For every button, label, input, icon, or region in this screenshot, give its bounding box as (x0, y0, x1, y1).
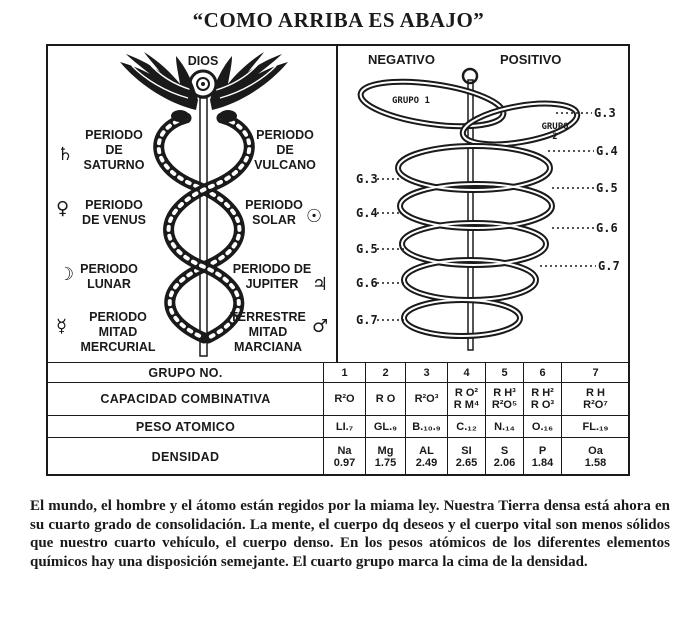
period-saturno-label: PERIODO DE SATURNO (83, 128, 145, 172)
table-cell: AL 2.49 (406, 438, 448, 476)
right-g6-label: G.6 (596, 221, 618, 235)
table-cell: R H R²O⁷ (562, 383, 630, 416)
period-vulcano-label: PERIODO DE VULCANO (254, 128, 316, 172)
row-label: CAPACIDAD COMBINATIVA (48, 383, 324, 416)
table-cell: P 1.84 (524, 438, 562, 476)
left-g3-label: G.3 (356, 172, 378, 186)
right-g5-label: G.5 (596, 181, 618, 195)
table-cell: Na 0.97 (324, 438, 366, 476)
period-venus-label: PERIODO DE VENUS (82, 198, 146, 227)
period-marciana-label: TERRESTRE MITAD MARCIANA (230, 310, 306, 354)
table-cell: N.₁₄ (486, 416, 524, 438)
group1-label: GRUPO 1 (392, 96, 430, 106)
table-row (48, 438, 630, 476)
table-row (48, 383, 630, 416)
period-mercurial-label: PERIODO MITAD MERCURIAL (80, 310, 156, 354)
negative-label: NEGATIVO (368, 52, 435, 67)
left-g5-label: G.5 (356, 242, 378, 256)
row-label: DENSIDAD (48, 438, 324, 476)
table-cell: R²O (324, 383, 366, 416)
left-g6-label: G.6 (356, 276, 378, 290)
table-cell: R O (366, 383, 406, 416)
page-title: “COMO ARRIBA ES ABAJO” (192, 8, 485, 32)
group-header-cell: GRUPO NO. (48, 363, 324, 383)
table-cell: O.₁₆ (524, 416, 562, 438)
table-row (48, 416, 630, 438)
table-cell: Oa 1.58 (562, 438, 630, 476)
table-cell: SI 2.65 (448, 438, 486, 476)
group-number-cell: 1 (324, 363, 366, 383)
table-cell: B.₁₀.₉ (406, 416, 448, 438)
table-cell: Mg 1.75 (366, 438, 406, 476)
period-lunar-label: PERIODO LUNAR (80, 262, 138, 291)
table-cell: R²O³ (406, 383, 448, 416)
group-number-cell: 2 (366, 363, 406, 383)
group-number-cell: 7 (562, 363, 630, 383)
right-g7-label: G.7 (598, 259, 620, 273)
table-cell: GL.₉ (366, 416, 406, 438)
sun-icon: ☉ (306, 206, 323, 227)
table-cell: R O² R M⁴ (448, 383, 486, 416)
mercury-icon: ☿ (56, 316, 68, 337)
period-solar-label: PERIODO SOLAR (245, 198, 303, 227)
row-label: PESO ATOMICO (48, 416, 324, 438)
group-number-cell: 6 (524, 363, 562, 383)
table-cell: R H² R O³ (524, 383, 562, 416)
moon-icon: ☽ (58, 264, 75, 285)
left-g4-label: G.4 (356, 206, 378, 220)
group-number-cell: 3 (406, 363, 448, 383)
mars-icon: ♂ (312, 316, 329, 337)
table-cell: LI.₇ (324, 416, 366, 438)
table-cell: FL.₁₉ (562, 416, 630, 438)
positive-label: POSITIVO (500, 52, 562, 67)
element-properties-table (47, 362, 630, 476)
right-g4-label: G.4 (596, 144, 618, 158)
right-g3-label: G.3 (594, 106, 616, 120)
table-header-row (48, 363, 630, 383)
venus-icon: ♀ (56, 198, 70, 219)
table-cell: R H³ R²O⁵ (486, 383, 524, 416)
jupiter-icon: ♃ (312, 274, 329, 295)
period-jupiter-label: PERIODO DE JUPITER (232, 262, 312, 291)
group2-label: GRUPO 2 (541, 122, 569, 142)
caption-text: El mundo, el hombre y el átomo están regidos por la miama ley. Nuestra Tierra densa está ahora en su cuarto grado de consolidación. La mente, el cuerpo dq deseos y el cuerpo vital son menos sólidos que nuestro cuarto vehículo, el cuerpo denso. En los pesos atómicos de los diferentes elementos químicos hay una disposición semejante. El cuarto grupo marca la cima de la densidad. (30, 498, 670, 570)
saturn-icon: ♄ (57, 144, 74, 165)
group-number-cell: 4 (448, 363, 486, 383)
group-number-cell: 5 (486, 363, 524, 383)
table-cell: S 2.06 (486, 438, 524, 476)
table-cell: C.₁₂ (448, 416, 486, 438)
dios-label: DIOS (187, 54, 219, 68)
left-g7-label: G.7 (356, 313, 378, 327)
